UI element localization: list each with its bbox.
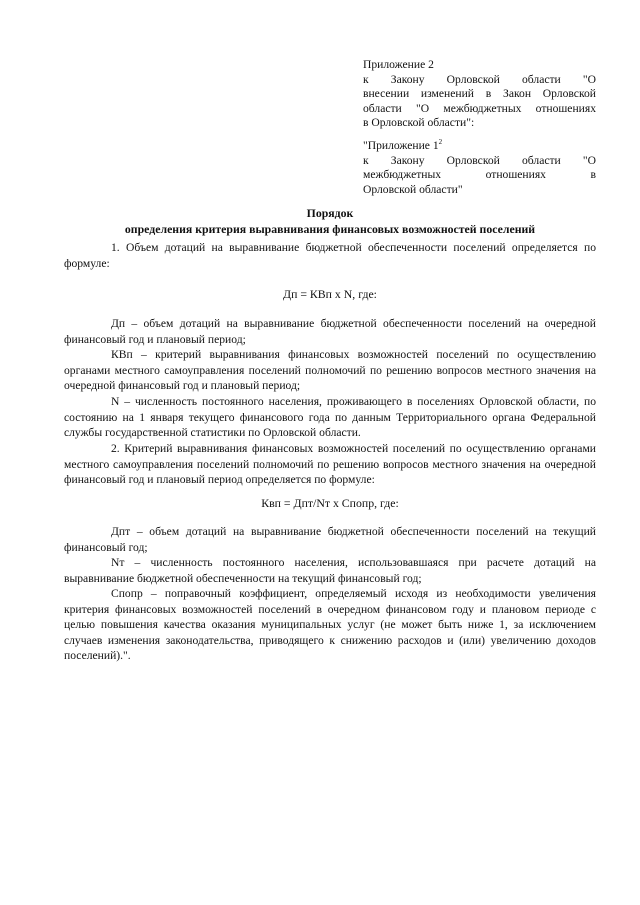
appendix-line: межбюджетных отношениях в [363,168,596,181]
definition-n [64,394,596,441]
appendix-title [363,139,596,154]
definition-spopr-text: Спопр – поправочный коэффициент, определяемый исходя из необходимости увеличения критерия финансовых возможностей поселений в очередном финансовом году и плановом периоде с целью повышения качества оказания муниципальных услуг (не может быть ниже 1, за исключением случаев изменения законодательства, приводящего к снижению расходов и (или) увеличению доходов поселений).". [64,587,596,662]
appendix-line: к Закону Орловской области "О [363,72,596,86]
paragraph-2-text: 2. Критерий выравнивания финансовых возможностей поселений по осуществлению органами местного самоуправления поселений полномочий по решению вопросов местного значения на очередной финансовый год и плановый период определяется по формуле: [64,442,596,486]
definition-nt-text: Nт – численность постоянного населения, использовавшаяся при расчете дотаций на выравнивание бюджетной обеспеченности на текущий финансовый год; [64,556,596,585]
document-subtitle: определения критерия выравнивания финансовых возможностей поселений [124,222,536,236]
paragraph-1 [64,240,596,271]
appendix-superscript: 2 [438,138,443,146]
definition-dp-text: Дп – объем дотаций на выравнивание бюджетной обеспеченности поселений на очередной финансовый год и плановый период; [64,317,596,346]
appendix-title-text: "Приложение 1 [363,139,439,152]
appendix-1-2-header [363,139,596,197]
document-title: Порядок [306,206,354,220]
appendix-line: внесении изменений в Закон Орловской [363,87,596,100]
definition-spopr [64,586,596,664]
formula-kvp: Квп = Дпт/Nт х Спопр, где: [261,496,399,510]
paragraph-1-text: 1. Объем дотаций на выравнивание бюджетной обеспеченности поселений определяется по формуле: [64,241,596,270]
formula-dp: Дп = КВп х N, где: [283,287,377,301]
definition-kvp-text: КВп – критерий выравнивания финансовых возможностей поселений по осуществлению органами местного самоуправления поселений полномочий по решению вопросов местного значения на очередной финансовый год и плановый период; [64,348,596,392]
appendix-line: Приложение 2 [363,58,434,71]
appendix-line: области "О межбюджетных отношениях [363,101,596,115]
appendix-2-header [363,58,596,131]
definition-dpt [64,524,596,555]
paragraph-2 [64,441,596,488]
appendix-line: Орловской области" [363,182,463,196]
definition-dp [64,316,596,347]
appendix-line: в Орловской области": [363,116,475,129]
definition-kvp [64,347,596,394]
definition-n-text: N – численность постоянного населения, проживающего в поселениях Орловской области, по состоянию на 1 января текущего финансового года по данным Территориального органа Федеральной службы государственной статистики по Орловской области. [64,395,596,439]
definition-nt [64,555,596,586]
appendix-line: к Закону Орловской области "О [363,153,596,167]
definition-dpt-text: Дпт – объем дотаций на выравнивание бюджетной обеспеченности поселений на текущий финансовый год; [64,525,596,554]
